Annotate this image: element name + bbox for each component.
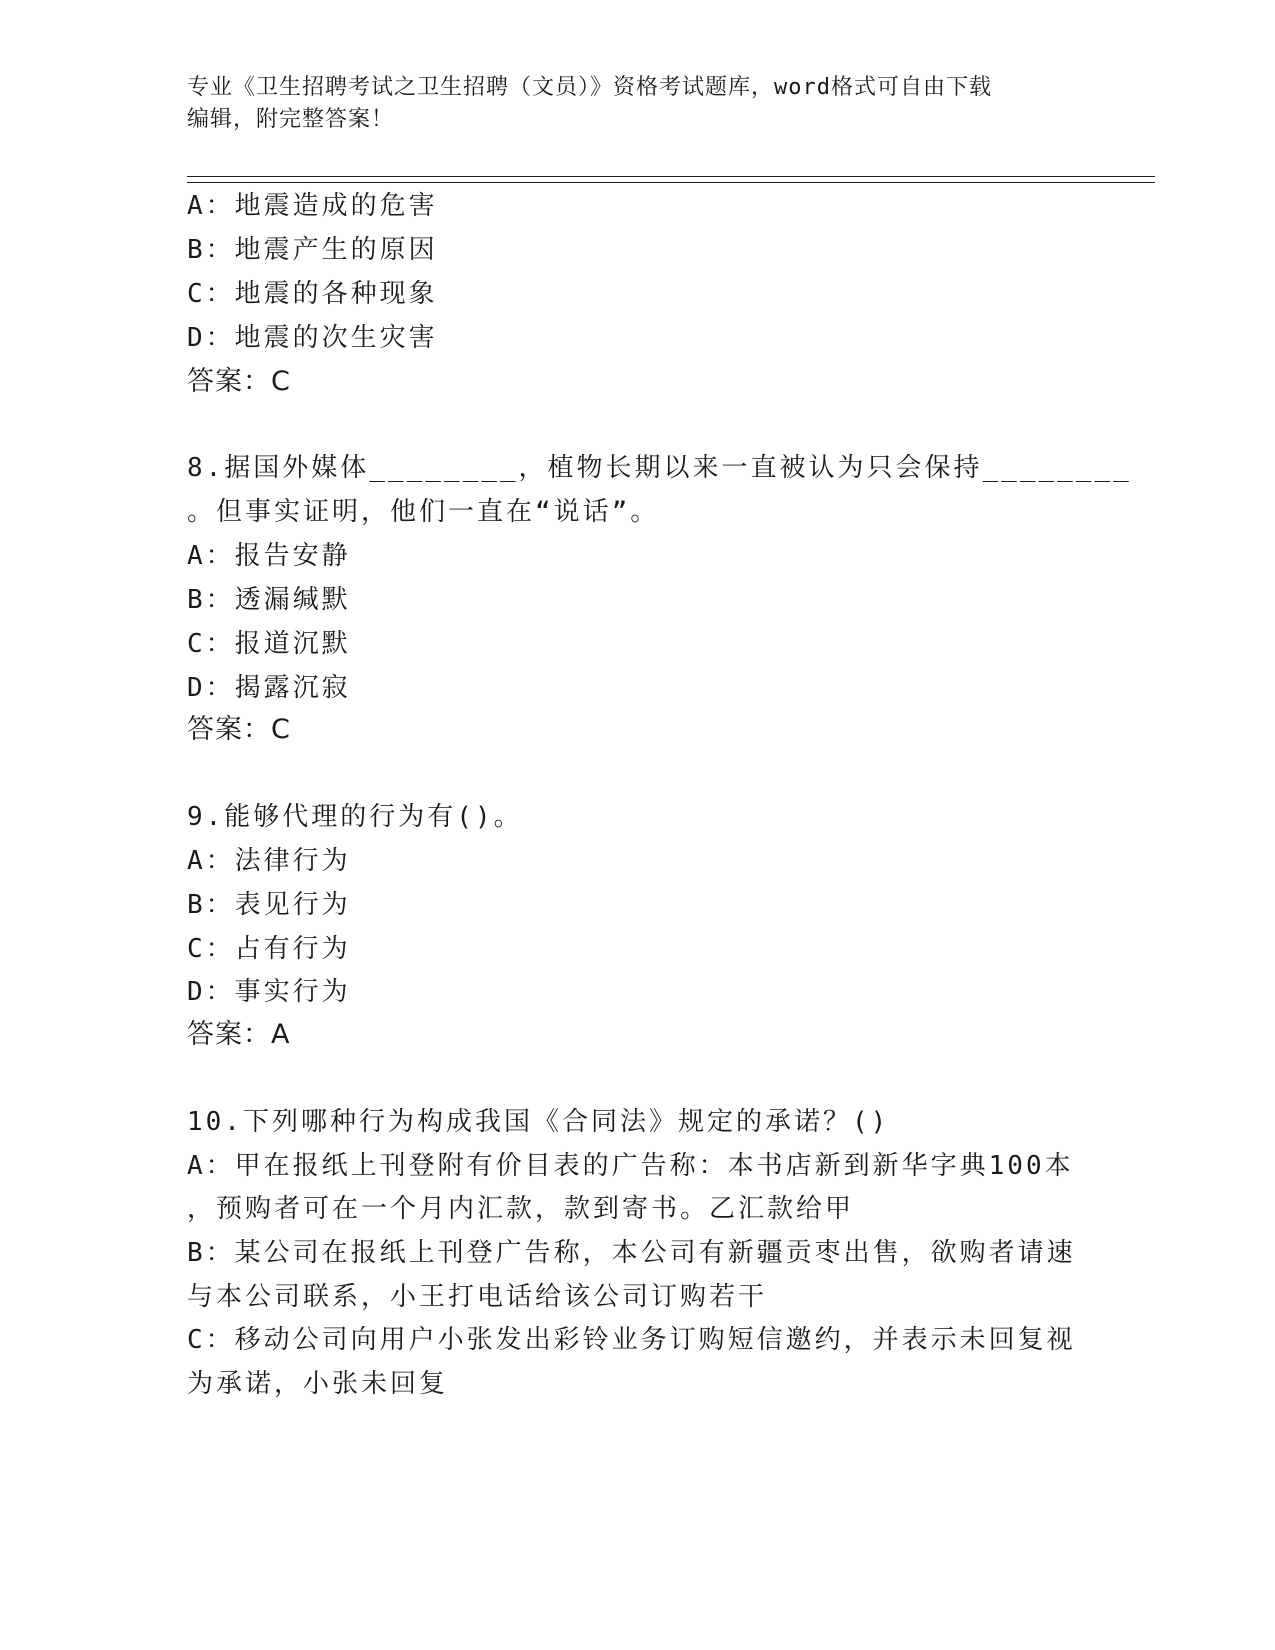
header-line-1: 专业《卫生招聘考试之卫生招聘（文员）》资格考试题库，word格式可自由下载 xyxy=(187,75,992,100)
q9-stem: 9.能够代理的行为有()。 xyxy=(187,802,523,832)
q9-option-b: B：表见行为 xyxy=(187,890,351,920)
header-rule-top xyxy=(187,176,1155,177)
q8-option-c: C：报道沉默 xyxy=(187,629,351,659)
document-header xyxy=(187,72,1067,136)
q10-option-b-line-1: B：某公司在报纸上刊登广告称，本公司有新疆贡枣出售，欲购者请速 xyxy=(187,1238,1076,1268)
q10-option-c-line-1: C：移动公司向用户小张发出彩铃业务订购短信邀约，并表示未回复视 xyxy=(187,1325,1076,1355)
q8-stem-line-2: 。但事实证明，他们一直在“说话”。 xyxy=(187,497,660,527)
q9-option-d: D：事实行为 xyxy=(187,977,351,1007)
header-line-2: 编辑，附完整答案！ xyxy=(187,107,395,132)
q7-option-d: D：地震的次生灾害 xyxy=(187,323,438,353)
q10-option-a-line-1: A：甲在报纸上刊登附有价目表的广告称：本书店新到新华字典100本 xyxy=(187,1151,1074,1181)
q8-stem-line-1: 8.据国外媒体________，植物长期以来一直被认为只会保持________ xyxy=(187,453,1132,483)
q8-option-a: A：报告安静 xyxy=(187,541,351,571)
q7-option-c: C：地震的各种现象 xyxy=(187,279,438,309)
q7-option-b: B：地震产生的原因 xyxy=(187,235,438,265)
q10-option-b-line-2: 与本公司联系，小王打电话给该公司订购若干 xyxy=(187,1282,768,1312)
q7-answer: 答案：C xyxy=(187,366,291,397)
q8-option-d: D：揭露沉寂 xyxy=(187,673,351,703)
q8-answer: 答案：C xyxy=(187,714,291,745)
q9-answer: 答案：A xyxy=(187,1019,291,1050)
q7-option-a: A：地震造成的危害 xyxy=(187,191,438,221)
q10-option-a-line-2: ，预购者可在一个月内汇款，款到寄书。乙汇款给甲 xyxy=(187,1194,855,1224)
q8-option-b: B：透漏缄默 xyxy=(187,585,351,615)
header-rule-bottom xyxy=(187,182,1155,183)
q9-option-c: C：占有行为 xyxy=(187,934,351,964)
q9-option-a: A：法律行为 xyxy=(187,846,351,876)
q10-option-c-line-2: 为承诺，小张未回复 xyxy=(187,1369,449,1399)
q10-stem: 10.下列哪种行为构成我国《合同法》规定的承诺？() xyxy=(187,1107,890,1137)
